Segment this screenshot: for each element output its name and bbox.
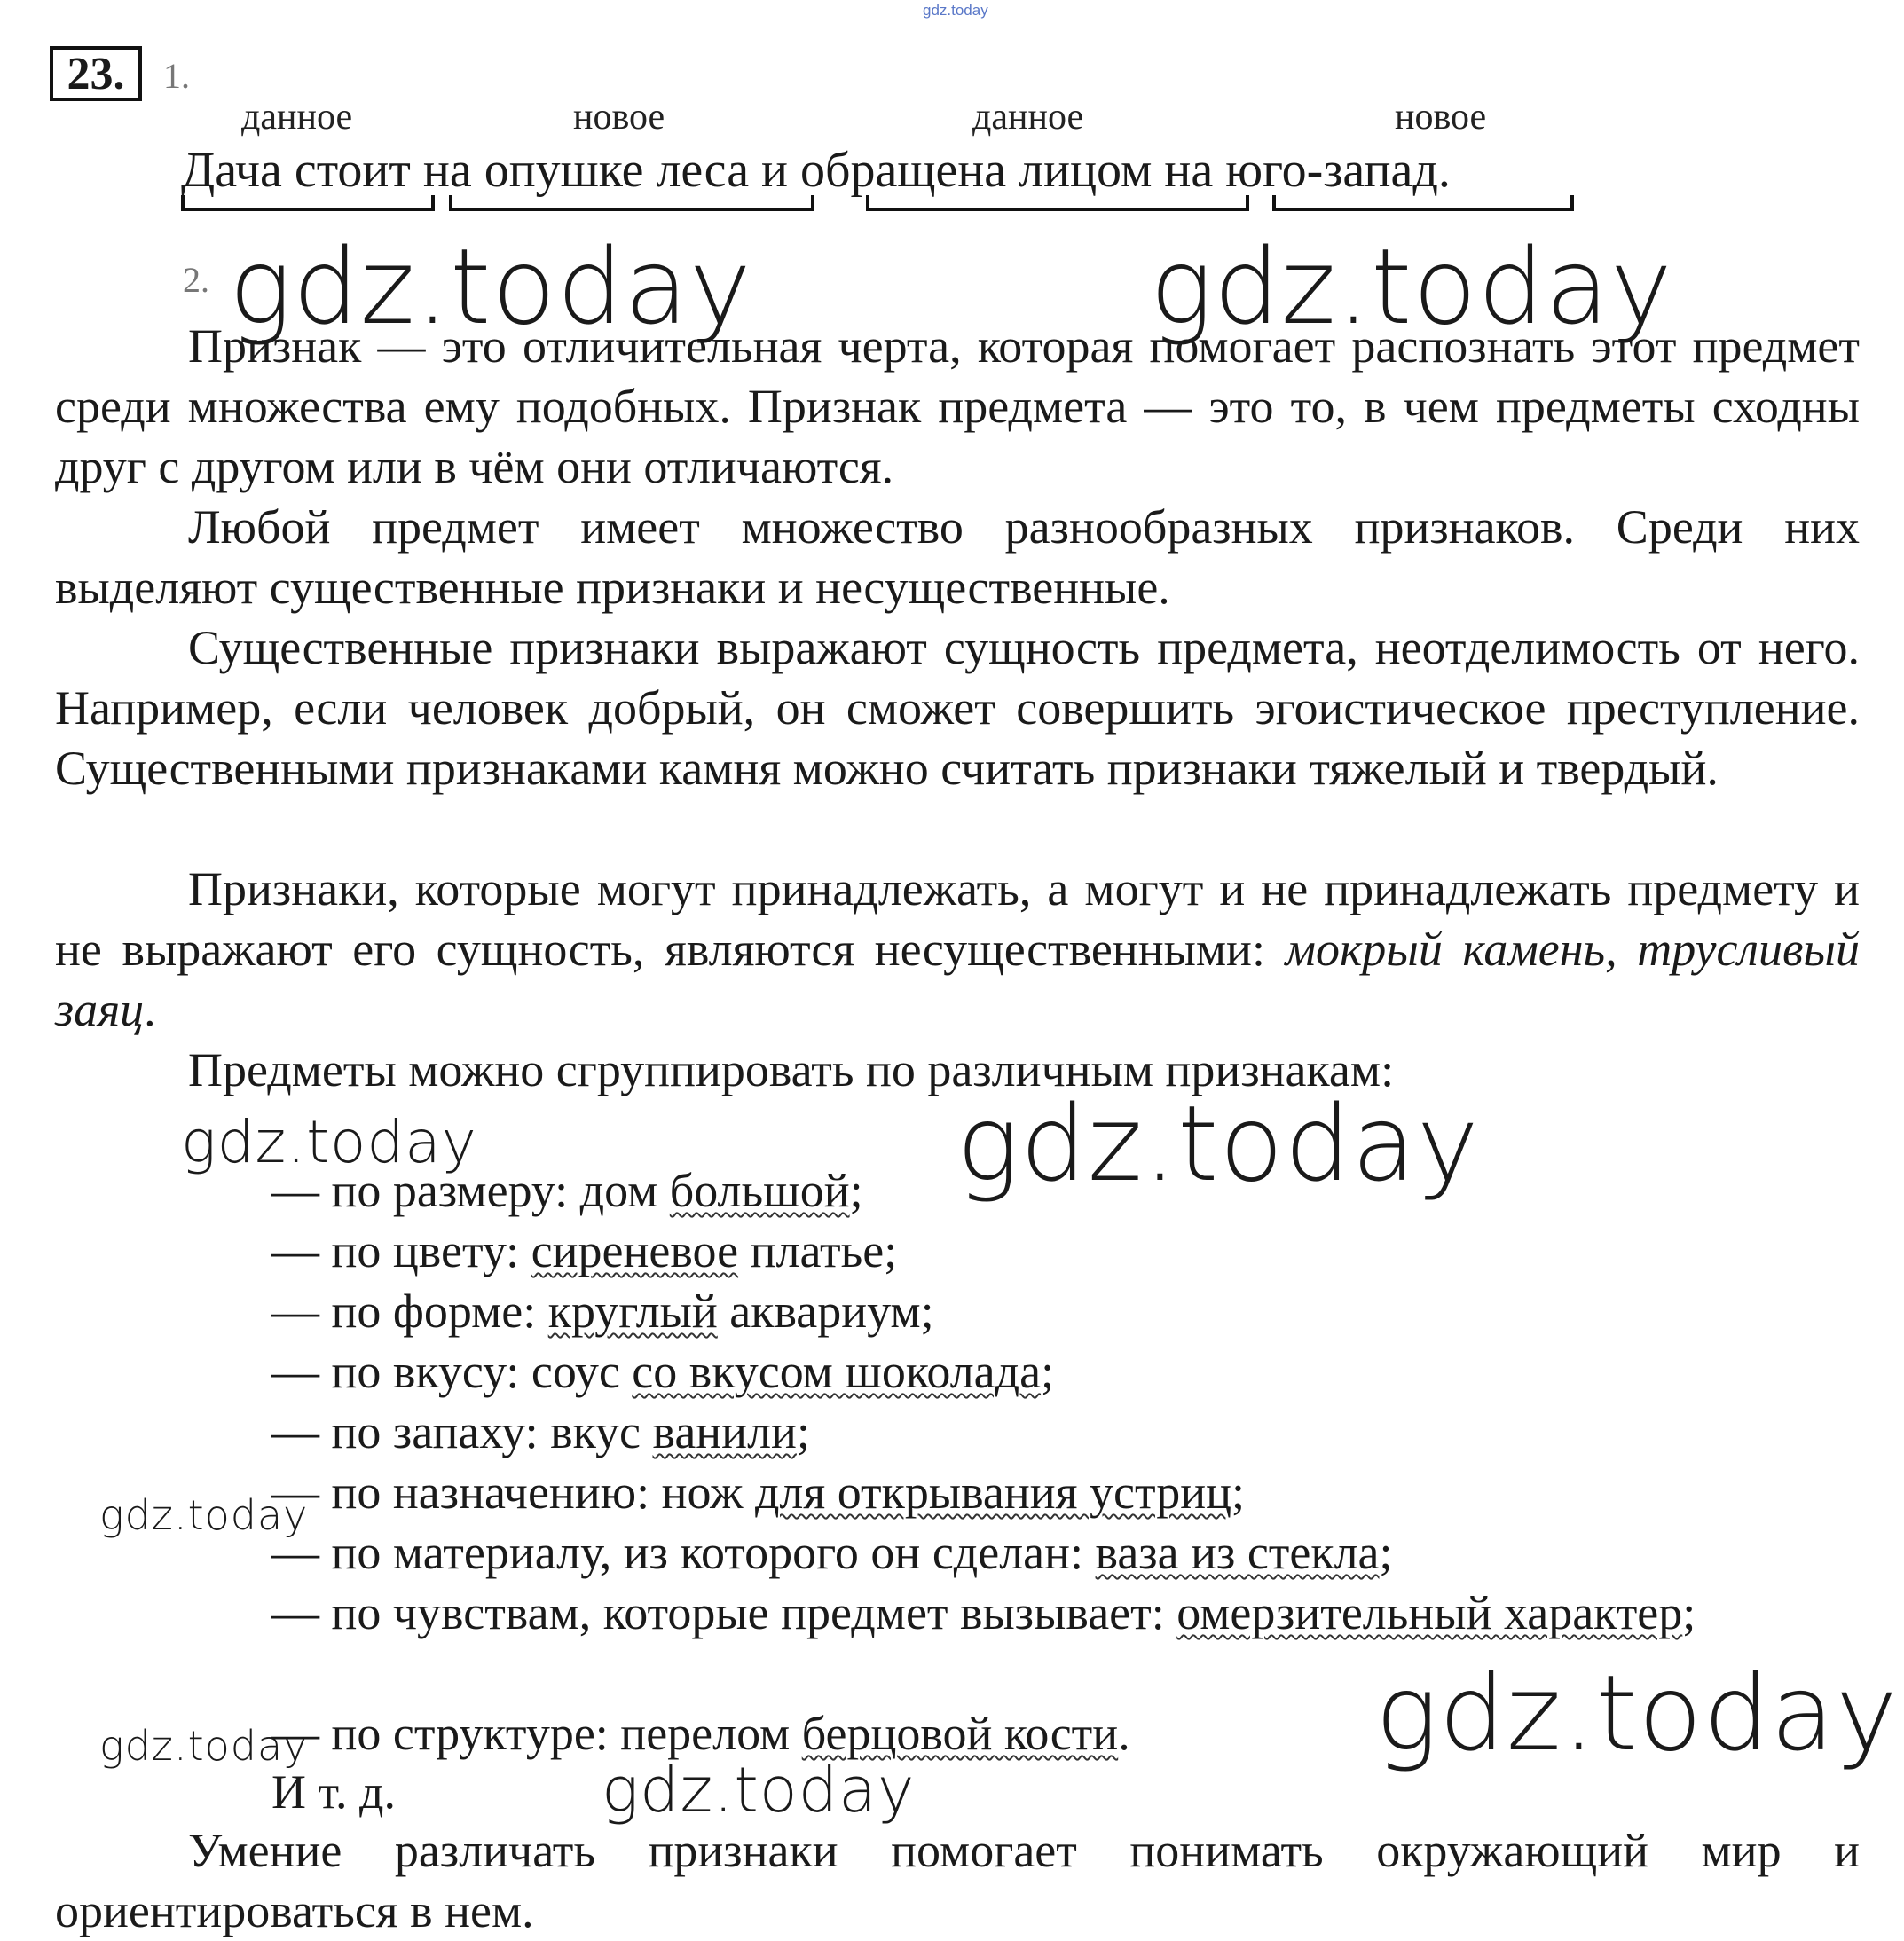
paragraph-4-examples: мокрый камень, трусливый заяц [55, 923, 1860, 1036]
top-watermark: gdz.today [923, 2, 988, 19]
list-item-text: — по материалу, из которого он сделан: [271, 1526, 1096, 1579]
list-item-example: для открывания устриц [754, 1466, 1232, 1519]
bracket-given-1 [181, 195, 435, 211]
list-item-smell [271, 1402, 810, 1462]
watermark-logo: gdz.today [1375, 1652, 1899, 1774]
list-item-example: омерзительный характер [1176, 1586, 1683, 1639]
watermark-logo: gdz.today [181, 1108, 477, 1176]
watermark-logo: gdz.today [229, 225, 752, 348]
part2-marker: 2. [183, 260, 209, 300]
watermark-logo: gdz.today [602, 1754, 916, 1827]
paragraph-4 [55, 859, 1860, 1040]
conclusion: Умение различать признаки помогает понимать окружающий мир и ориентироваться в нем. [55, 1824, 1860, 1937]
space [411, 143, 423, 198]
etc-text: И т. д. [271, 1765, 397, 1819]
list-item-material [271, 1522, 1393, 1583]
list-item-text: . [1118, 1707, 1130, 1760]
watermark-logo: gdz.today [99, 1722, 309, 1770]
list-item-text: — по размеру: дом [271, 1164, 670, 1217]
bracket-new-2 [1272, 195, 1574, 211]
list-item-text: платье; [738, 1224, 898, 1277]
list-item-shape [271, 1281, 934, 1341]
label-new-2: новое [1395, 97, 1487, 138]
list-item-example: ванили [652, 1405, 797, 1458]
conjunction: и [749, 143, 801, 198]
list-item-text: ; [796, 1405, 810, 1458]
label-new-1: новое [573, 97, 665, 138]
watermark-logo: gdz.today [1150, 225, 1673, 348]
segment-given-2: обращена лицом [800, 143, 1153, 198]
watermark-logo: gdz.today [99, 1491, 309, 1539]
list-item-taste [271, 1341, 1054, 1402]
bracket-given-2 [866, 195, 1249, 211]
segment-new-1: на опушке леса [422, 143, 750, 198]
paragraph-4-end: . [144, 983, 156, 1036]
list-item-example: берцовой кости [801, 1707, 1119, 1760]
list-item-example: ваза из стекла [1095, 1526, 1380, 1579]
list-item-text: — по цвету: [271, 1224, 531, 1277]
list-item-text: — по запаху: вкус [271, 1405, 653, 1458]
list-item-text: — по назначению: нож [271, 1466, 755, 1519]
segment-new-2: на юго-запад [1164, 143, 1438, 198]
list-item-color [271, 1221, 897, 1281]
list-item-text: ; [1379, 1526, 1393, 1579]
list-item-text: ; [1041, 1345, 1055, 1398]
space [1152, 143, 1164, 198]
bracket-new-1 [449, 195, 814, 211]
list-item-purpose [271, 1462, 1245, 1522]
list-item-feelings [55, 1583, 1860, 1643]
label-given-2: данное [972, 97, 1084, 138]
period: . [1437, 143, 1451, 198]
paragraph-4-text: Признаки, которые могут принадлежать, а могут и не принадлежать предмету и не выражают его сущность, являются несущественными: [55, 862, 1860, 976]
list-intro: Предметы можно сгруппировать по различным признакам: [188, 1043, 1395, 1096]
label-given-1: данное [241, 97, 353, 138]
part1-marker: 1. [163, 56, 190, 96]
list-item-example: сиреневое [531, 1224, 739, 1277]
list-item-text: ; [849, 1164, 863, 1217]
watermark-logo: gdz.today [956, 1082, 1480, 1205]
paragraph-3: Существенные признаки выражают сущность предмета, неотделимость от него. Например, если человек добрый, он сможет совершить эгоистическое преступление. Существенными признаками камня можно считать признаки тяжелый и твердый. [55, 621, 1860, 795]
exercise-number: 23. [50, 46, 142, 101]
list-item-example: круглый [547, 1285, 718, 1338]
paragraph-1: Признак — это отличительная черта, которая помогает распознать этот предмет среди множества ему подобных. Признак предмета — это то, в чем предметы сходны друг с другом или в чём они отличаются. [55, 319, 1860, 493]
segment-given-1: Дача стоит [181, 143, 411, 198]
list-item-text: ; [1682, 1586, 1696, 1639]
list-item-text: — по структуре: перелом [271, 1707, 802, 1760]
part1-sentence [181, 142, 1451, 199]
list-item-text: — по чувствам, которые предмет вызывает: [271, 1586, 1177, 1639]
list-item-text: аквариум; [717, 1285, 934, 1338]
list-item-text: ; [1231, 1466, 1246, 1519]
list-item-text: — по форме: [271, 1285, 548, 1338]
list-item-example: со вкусом шоколада [632, 1345, 1042, 1398]
list-item-text: — по вкусу: соус [271, 1345, 633, 1398]
paragraph-2: Любой предмет имеет множество разнообразных признаков. Среди них выделяют существенные признаки и несущественные. [55, 500, 1860, 614]
list-item-example: большой [669, 1164, 850, 1217]
